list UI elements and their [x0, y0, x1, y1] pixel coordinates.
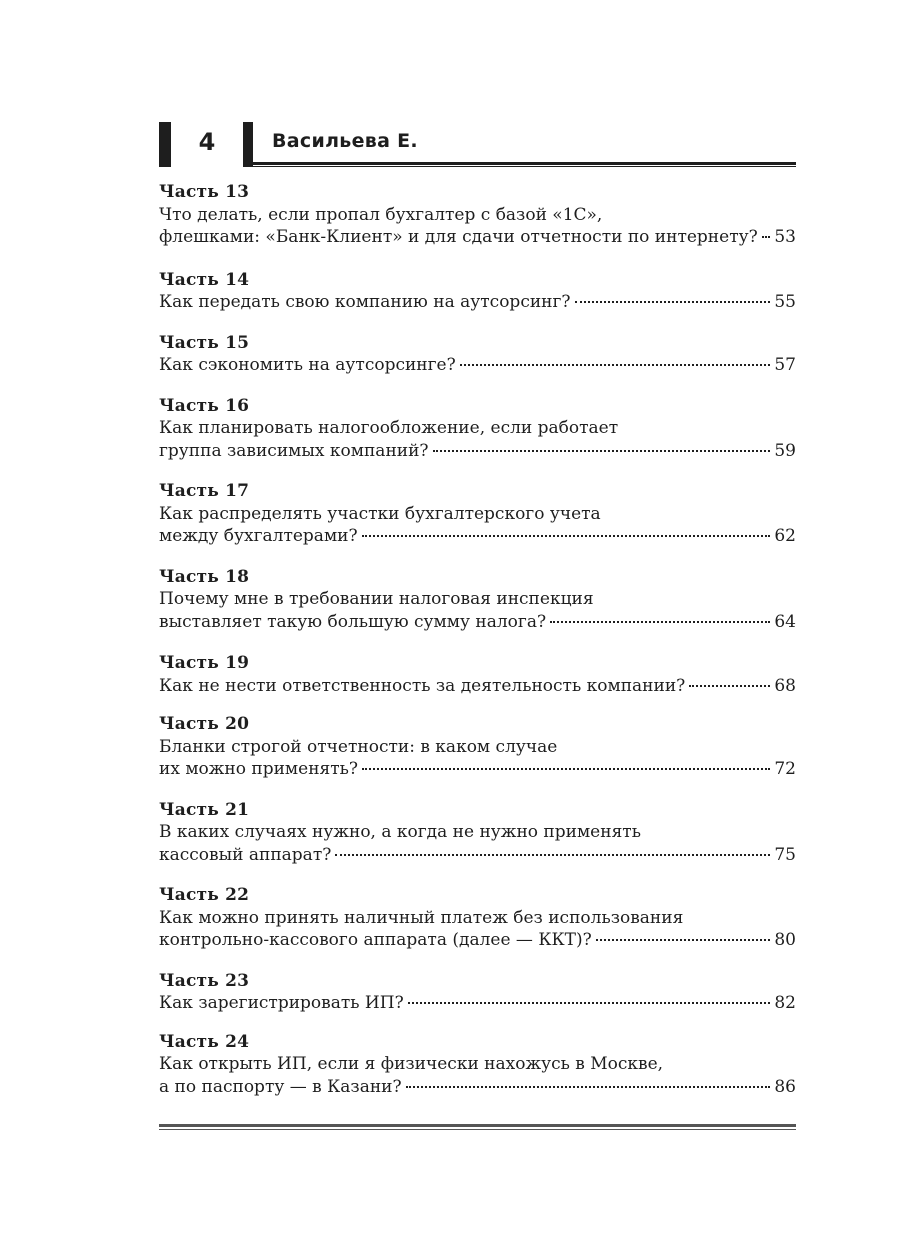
toc-entry-last-line	[159, 758, 796, 781]
toc-entry[interactable]	[159, 566, 796, 634]
toc-entry-title-line: В каких случаях нужно, а когда не нужно применять	[159, 822, 641, 842]
toc-entry-title-line: кассовый аппарат?	[159, 844, 332, 865]
toc-entry-title-line: а по паспорту — в Казани?	[159, 1076, 402, 1097]
toc-entry-title-line: выставляет такую большую сумму налога?	[159, 611, 547, 632]
toc-part-title: Часть 14	[159, 269, 250, 290]
dot-leader	[406, 1086, 771, 1088]
dot-leader	[575, 301, 771, 303]
footer-rule	[159, 1124, 796, 1130]
page-number: 4	[198, 128, 216, 156]
toc-part-title: Часть 15	[159, 332, 250, 353]
toc-page-number: 86	[774, 1076, 796, 1097]
toc-entry-last-line	[159, 291, 796, 314]
toc-entry-last-line	[159, 844, 796, 867]
toc-entry-last-line	[159, 611, 796, 634]
toc-entry-title-line: флешками: «Банк-Клиент» и для сдачи отчетности по интернету?	[159, 227, 758, 247]
toc-entry[interactable]	[159, 395, 796, 463]
dot-leader	[550, 621, 770, 623]
toc-entry[interactable]	[159, 884, 796, 952]
toc-page-number: 57	[774, 355, 796, 375]
toc-page-number: 82	[774, 993, 796, 1013]
toc-part-title: Часть 16	[159, 395, 250, 416]
toc-page-number: 59	[774, 440, 796, 461]
dot-leader	[433, 450, 771, 452]
toc-page-number: 55	[774, 292, 796, 312]
toc-part-title: Часть 18	[159, 566, 250, 587]
toc-entry-title-line: контрольно-кассового аппарата (далее — ККТ)?	[159, 930, 592, 950]
toc-entry-title-line: их можно применять?	[159, 759, 359, 779]
toc-part-title: Часть 21	[159, 799, 250, 820]
toc-entry-last-line	[159, 675, 796, 698]
header-bar-divider	[243, 122, 253, 167]
dot-leader	[335, 854, 770, 856]
toc-entry-last-line	[159, 440, 796, 463]
toc-part-title: Часть 24	[159, 1031, 250, 1052]
dot-leader	[460, 364, 771, 366]
dot-leader	[596, 939, 771, 941]
header-bar-left	[159, 122, 171, 167]
toc-entry[interactable]	[159, 713, 796, 781]
toc-entry-title-line: Что делать, если пропал бухгалтер с базой «1С»,	[159, 204, 603, 225]
toc-entry-title-line: Как сэкономить на аутсорсинге?	[159, 355, 456, 375]
toc-entry[interactable]	[159, 269, 796, 314]
toc-part-title: Часть 13	[159, 182, 250, 202]
running-head-author: Васильева Е.	[272, 130, 418, 152]
toc-entry[interactable]	[159, 799, 796, 867]
table-of-contents	[159, 181, 796, 1116]
dot-leader	[762, 236, 771, 238]
toc-entry-last-line	[159, 992, 796, 1015]
toc-entry[interactable]	[159, 332, 796, 377]
toc-entry-title-line: Как передать свою компанию на аутсорсинг?	[159, 292, 571, 312]
toc-entry-title-line: Как не нести ответственность за деятельность компании?	[159, 675, 686, 696]
toc-entry[interactable]	[159, 652, 796, 697]
toc-page-number: 53	[774, 227, 796, 247]
toc-page-number: 75	[774, 844, 796, 865]
toc-entry-title-line: Как открыть ИП, если я физически нахожусь в Москве,	[159, 1054, 664, 1074]
toc-entry-title-line: Как можно принять наличный платеж без использования	[159, 907, 684, 928]
toc-entry[interactable]	[159, 181, 796, 249]
toc-entry-title-line: Как распределять участки бухгалтерского учета	[159, 503, 601, 524]
toc-page-number: 64	[774, 611, 796, 632]
dot-leader	[362, 535, 771, 537]
toc-entry-last-line	[159, 525, 796, 548]
toc-part-title: Часть 22	[159, 885, 250, 905]
toc-entry-title-line: Как зарегистрировать ИП?	[159, 993, 404, 1013]
toc-entry-title-line: Как планировать налогообложение, если работает	[159, 418, 619, 438]
toc-entry-title-line: Бланки строгой отчетности: в каком случае	[159, 736, 558, 757]
toc-entry-title-line: группа зависимых компаний?	[159, 440, 429, 461]
toc-part-title: Часть 19	[159, 653, 250, 673]
toc-entry[interactable]	[159, 1031, 796, 1099]
toc-page-number: 68	[774, 675, 796, 696]
toc-entry[interactable]	[159, 970, 796, 1015]
toc-entry-last-line	[159, 929, 796, 952]
header-rule	[253, 162, 796, 167]
toc-entry-title-line: Почему мне в требовании налоговая инспекция	[159, 589, 594, 609]
toc-part-title: Часть 20	[159, 714, 250, 734]
dot-leader	[408, 1002, 771, 1004]
dot-leader	[362, 768, 770, 770]
toc-page-number: 72	[774, 759, 796, 779]
toc-entry-title-line: между бухгалтерами?	[159, 526, 358, 546]
toc-part-title: Часть 23	[159, 970, 250, 991]
dot-leader	[689, 685, 770, 687]
toc-page-number: 80	[774, 930, 796, 950]
toc-entry[interactable]	[159, 480, 796, 548]
toc-entry-last-line	[159, 226, 796, 249]
toc-entry-last-line	[159, 1076, 796, 1099]
toc-part-title: Часть 17	[159, 481, 250, 501]
toc-page-number: 62	[774, 526, 796, 546]
toc-entry-last-line	[159, 354, 796, 377]
